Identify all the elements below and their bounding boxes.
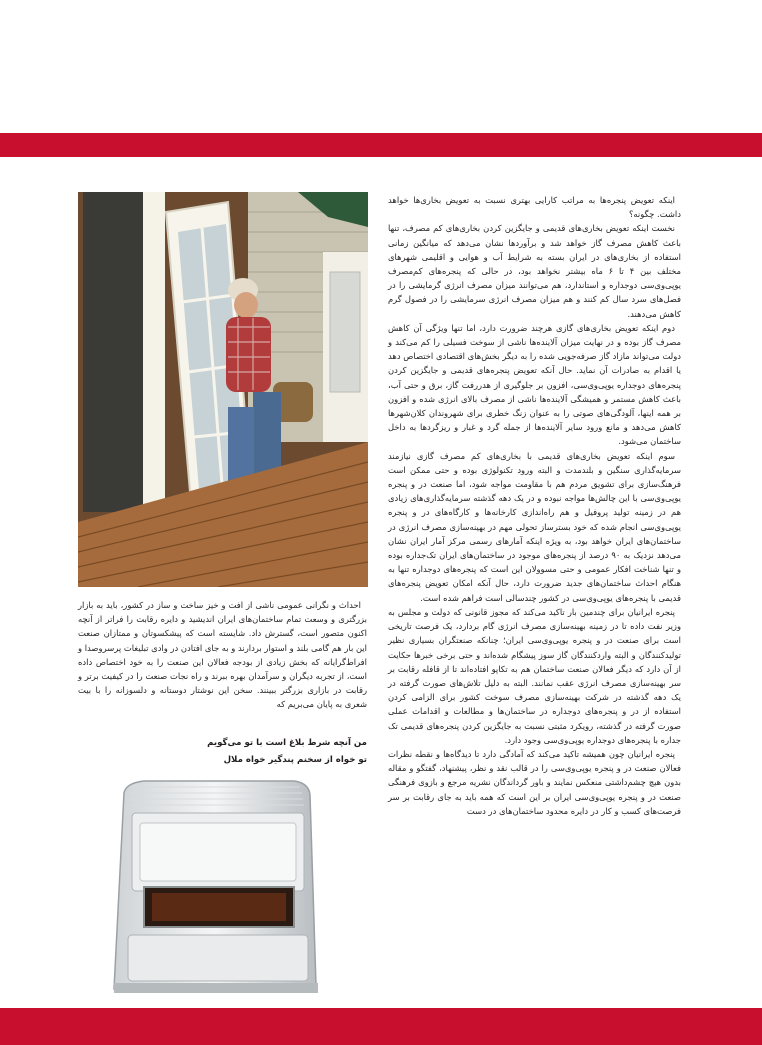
bottom-red-band (0, 1008, 762, 1045)
paragraph: پنجره ایرانیان چون همیشه تاکید می‌کند که آمادگی دارد تا دیدگاه‌ها و نقطه نظرات فعالان صنعت در و پنجره یوپی‌وی‌سی را در قالب نقد و نظر، پیشنهاد، گفتگو و مقاله بدون هیچ چشم‌داشتی منعکس نمایند و باور گرداندگان نشریه مرجع و بازوی فرهنگی صنعت در و پنجره یوپی‌وی‌سی ایران بر این است که همه باید به جای رقابت بر سر فرصت‌های کسب و کار در دایره محدود ساختمان‌های در دست (388, 748, 681, 816)
paragraph: نخست اینکه تعویض بخاری‌های قدیمی و جایگزین کردن بخاری‌های کم مصرف، تنها باعث کاهش مصرف گاز خواهد شد و برآوردها نشان می‌دهد که میانگین زمانی استفاده از بخاری‌های در ایران بسته به شرایط آب و هوایی و اقلیمی شهرهای مختلف بین ۴ تا ۶ ماه بیشتر نخواهد بود، در حالی که پنجره‌های کم‌مصرف یوپی‌وی‌سی دوجداره و استاندارد، هم می‌توانند میزان مصرف انرژی گرمایشی را در فصل‌های سرد سال کم کنند و هم میزان مصرف انرژی سرمایشی را در فصول گرم کاهش می‌دهند. (388, 223, 682, 319)
paragraph: سوم اینکه تعویض بخاری‌های قدیمی با بخاری‌های کم مصرف گازی نیازمند سرمایه‌گذاری سنگین و بلندمدت و البته ورود تکنولوژی بوده و حتی ممکن است فرهنگ‌سازی برای تشویق مردم هم با مقاومت مواجه شود، اما صنعت در و پنجره یوپی‌وی‌سی با این چالش‌ها مواجه نبوده و در یک دهه گذشته سرمایه‌گذاری‌های زیادی هم در زمینه تولید پروفیل و هم راه‌اندازی کارخانه‌ها و کارگاه‌های در و پنجره یوپی‌وی‌سی انجام شده که خود بسترساز تحولی مهم در بهینه‌سازی مصرف انرژی در ساختمان‌های ایران خواهد بود، به ویژه اینکه آمارهای رسمی مرکز آمار ایران نشان می‌دهد نزدیک به ۹۰ درصد از پنجره‌های موجود در ساختمان‌های ایران تک‌جداره بوده و تنها شناخت افکار عمومی و حتی مسوولان این است که پنجره‌های دوجداره تنها به هنگام احداث ساختمان‌های جدید ضرورت دارد، حال آنکه امکان تعویض پنجره‌های قدیمی با پنجره‌های یوپی‌وی‌سی در کشور چندسالی است فراهم شده است. (388, 450, 682, 603)
article-left-column (78, 598, 367, 712)
paragraph: اینکه تعویض پنجره‌ها به مراتب کارایی بهتری نسبت به تعویض بخاری‌ها خواهد داشت. چگونه؟ (388, 195, 681, 220)
poem-line-1: من آنچه شرط بلاغ است با تو می‌گویم (207, 738, 367, 748)
gas-heater-photo (104, 775, 324, 997)
poem-line-2: تو خواه از سخنم پندگیر خواه ملال (223, 755, 367, 765)
article-right-column (388, 193, 681, 818)
paragraph: دوم اینکه تعویض بخاری‌های گازی هرچند ضرورت دارد، اما تنها ویژگی آن کاهش مصرف گاز بوده و در نهایت میزان آلاینده‌ها ناشی از سوخت فسیلی را کم می‌کند و دولت می‌تواند مازاد گاز صرفه‌جویی شده را به دیگر بخش‌های اقتصادی اختصاص دهد یا اقدام به صادرات آن نماید. حال آنکه تعویض پنجره‌های قدیمی و جایگزین کردن پنجره‌های دوجداره یوپی‌وی‌سی، افزون بر جلوگیری از هدررفت گاز، برق و حتی آب، باعث کاهش مستمر و همیشگی آلاینده‌ها ناشی از مصرف بالای انرژی شده و افزون بر همه اینها، آلودگی‌های صوتی را به عنوان زنگ خطری برای شهروندان کلان‌شهرها کاهش می‌دهد و مانع ورود سایر آلاینده‌ها از جمله گرد و غبار و ریزگردها به داخل ساختمان می‌شود. (388, 322, 681, 447)
top-red-band (0, 133, 762, 157)
paragraph: پنجره ایرانیان برای چندمین بار تاکید می‌کند که مجوز قانونی که دولت و مجلس به وزیر نفت داده تا در زمینه بهینه‌سازی مصرف انرژی گام بردارد، یک فرصت تاریخی است برای صنعت در و پنجره یوپی‌وی‌سی ایران؛ چنانکه صنعتگران بسیاری نظیر تولیدکنندگان و البته واردکنندگان گاز سوز پیشگام شده‌اند و حتی برخی خبرها حکایت از آن دارد که دیگر فعالان صنعت ساختمان هم به تکاپو افتاده‌اند تا از قافله رقابت بر سر بهینه‌سازی مصرف انرژی عقب نمانند. البته به دلیل تلاش‌های صورت گرفته در یک دهه گذشته در شرکت بهینه‌سازی مصرف سوخت کشور برای الزامی کردن استفاده از در و پنجره‌های دوجداره در ساختمان‌ها و مطالعات و اقدامات عملی صورت گرفته در گذشته، رویکرد مثبتی نسبت به جایگزین کردن پنجره‌های قدیمی تک جداره با پنجره‌های دوجداره یوپی‌وی‌سی وجود دارد. (388, 606, 681, 745)
window-installation-photo (78, 192, 368, 587)
paragraph: احداث و نگرانی عمومی ناشی از افت و خیز ساخت و ساز در کشور، باید به بازار بزرگتری و وسعت تمام ساختمان‌های ایران اندیشید و دایره رقابت را فراتر از آنچه اکنون متصور است، گسترش داد. شایسته است که پیشکسوتان و ممتازان صنعت این بار هم گامی بلند و استوار بردارند و به جای افتادن در وادی تبلیغات پرسروصدا و افراط‌گرایانه که بخش زیادی از بودجه فعالان این صنعت را به خود اختصاص داده است، از تجربه دیگران و سرآمدان بهره ببرند و راه نجات صنعت را در کیفیت برتر و رقابت در بازاری بزرگتر ببینند. سخن این نوشتار دوستانه و دلسوزانه را با بیت شعری به پایان می‌بریم که (78, 600, 367, 710)
